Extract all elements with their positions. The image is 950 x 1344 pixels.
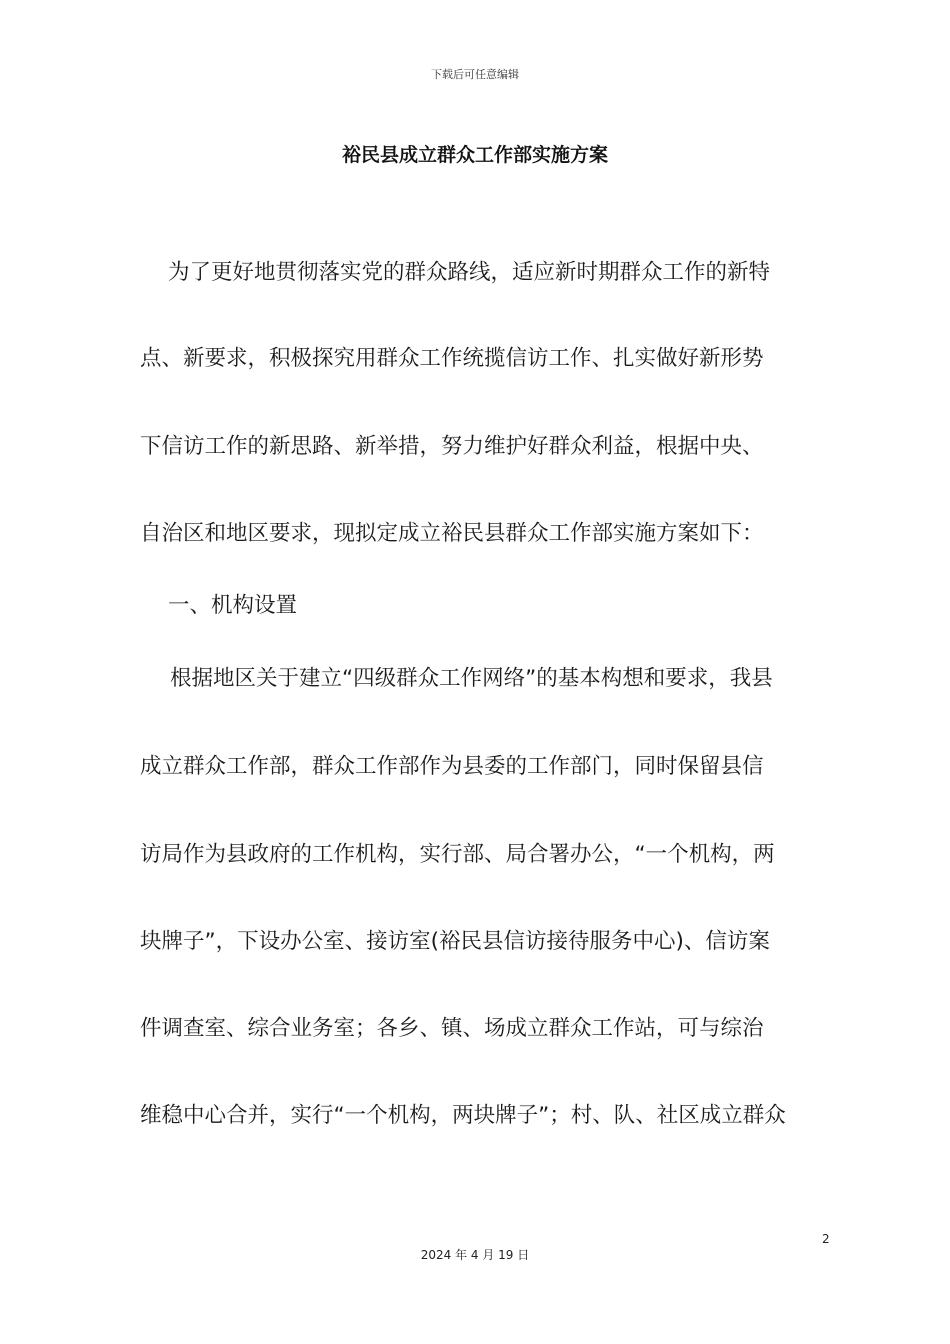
body-line-3: 下信访工作的新思路、新举措，努力维护好群众利益，根据中央、 — [140, 434, 764, 459]
footer-date: 2024 年 4 月 19 日 — [420, 1248, 530, 1262]
body-line-6: 根据地区关于建立“四级群众工作网络”的基本构想和要求，我县 — [170, 666, 773, 691]
body-line-4: 自治区和地区要求，现拟定成立裕民县群众工作部实施方案如下： — [140, 521, 764, 546]
body-line-2: 点、新要求，积极探究用群众工作统揽信访工作、扎实做好新形势 — [140, 346, 764, 371]
body-line-8: 访局作为县政府的工作机构，实行部、局合署办公，“一个机构，两 — [140, 842, 775, 867]
body-line-10: 件调查室、综合业务室；各乡、镇、场成立群众工作站，可与综治 — [140, 1016, 764, 1041]
body-line-1: 为了更好地贯彻落实党的群众路线，适应新时期群众工作的新特 — [168, 260, 771, 285]
header-note: 下载后可任意编辑 — [431, 68, 519, 81]
body-line-9: 块牌子”，下设办公室、接访室(裕民县信访接待服务中心)、信访案 — [140, 929, 770, 954]
body-line-7: 成立群众工作部，群众工作部作为县委的工作部门，同时保留县信 — [140, 754, 764, 779]
document-title: 裕民县成立群众工作部实施方案 — [341, 144, 608, 166]
page-number: 2 — [822, 1232, 830, 1246]
section-heading: 一、机构设置 — [168, 593, 298, 618]
body-line-11: 维稳中心合并，实行“一个机构，两块牌子”；村、队、社区成立群众 — [140, 1103, 786, 1128]
